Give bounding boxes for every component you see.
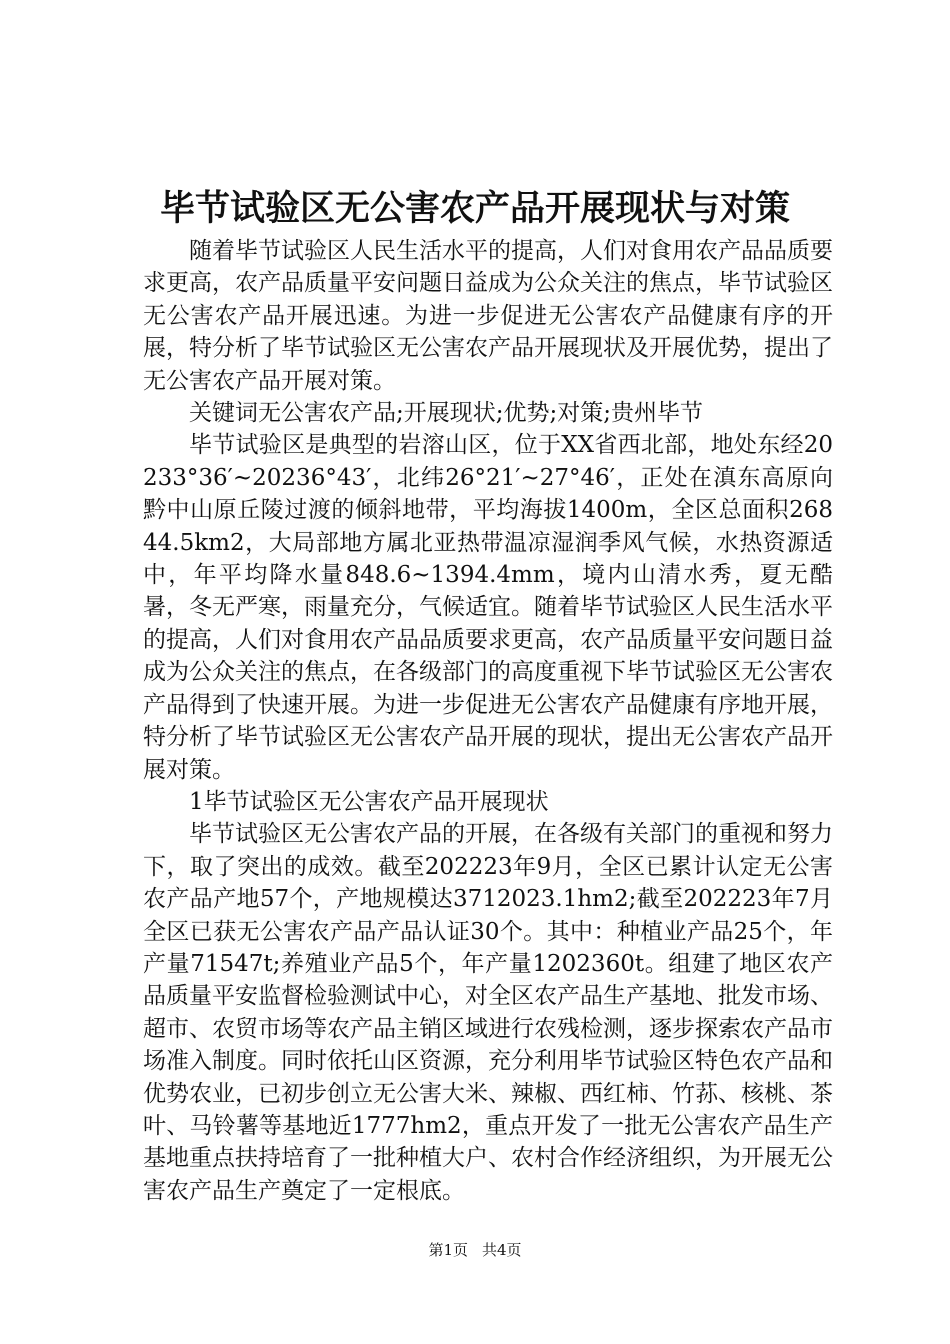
page-footer xyxy=(0,1240,950,1260)
abstract-paragraph: 随着毕节试验区人民生活水平的提高，人们对食用农产品品质要求更高，农产品质量平安问题日益成为公众关注的焦点，毕节试验区无公害农产品开展迅速。为进一步促进无公害农产品健康有序的开展，特分析了毕节试验区无公害农产品开展现状及开展优势，提出了无公害农产品开展对策。 xyxy=(143,238,833,394)
page-number: 第1页 xyxy=(428,1241,468,1259)
section-paragraph: 毕节试验区无公害农产品的开展，在各级有关部门的重视和努力下，取了突出的成效。截至202223年9月，全区已累计认定无公害农产品产地57个，产地规模达3712023.1hm2;截至202223年7月全区已获无公害农产品产品认证30个。其中：种植业产品25个，年产量71547t;养殖业产品5个，年产量1202360t。组建了地区农产品质量平安监督检验测试中心，对全区农产品生产基地、批发市场、超市、农贸市场等农产品主销区域进行农残检测，逐步探索农产品市场准入制度。同时依托山区资源，充分利用毕节试验区特色农产品和优势农业，已初步创立无公害大米、辣椒、西红柿、竹荪、核桃、茶叶、马铃薯等基地近1777hm2，重点开发了一批无公害农产品生产基地重点扶持培育了一批种植大户、农村合作经济组织，为开展无公害农产品生产奠定了一定根底。 xyxy=(143,821,833,1204)
document-body xyxy=(143,235,833,1207)
intro-paragraph: 毕节试验区是典型的岩溶山区，位于XX省西北部，地处东经20233°36′~20236°43′，北纬26°21′~27°46′，正处在滇东高原向黔中山原丘陵过渡的倾斜地带，平均海拔1400m，全区总面积26844.5km2，大局部地方属北亚热带温凉湿润季风气候，水热资源适中，年平均降水量848.6~1394.4mm，境内山清水秀，夏无酷暑，冬无严寒，雨量充分，气候适宜。随着毕节试验区人民生活水平的提高，人们对食用农产品品质要求更高，农产品质量平安问题日益成为公众关注的焦点，在各级部门的高度重视下毕节试验区无公害农产品得到了快速开展。为进一步促进无公害农产品健康有序地开展，特分析了毕节试验区无公害农产品开展的现状，提出无公害农产品开展对策。 xyxy=(143,432,833,783)
page-total: 共4页 xyxy=(482,1241,522,1259)
section-heading: 1毕节试验区无公害农产品开展现状 xyxy=(189,788,549,815)
keywords-paragraph: 关键词无公害农产品;开展现状;优势;对策;贵州毕节 xyxy=(189,400,703,427)
document-title: 毕节试验区无公害农产品开展现状与对策 xyxy=(159,188,790,229)
